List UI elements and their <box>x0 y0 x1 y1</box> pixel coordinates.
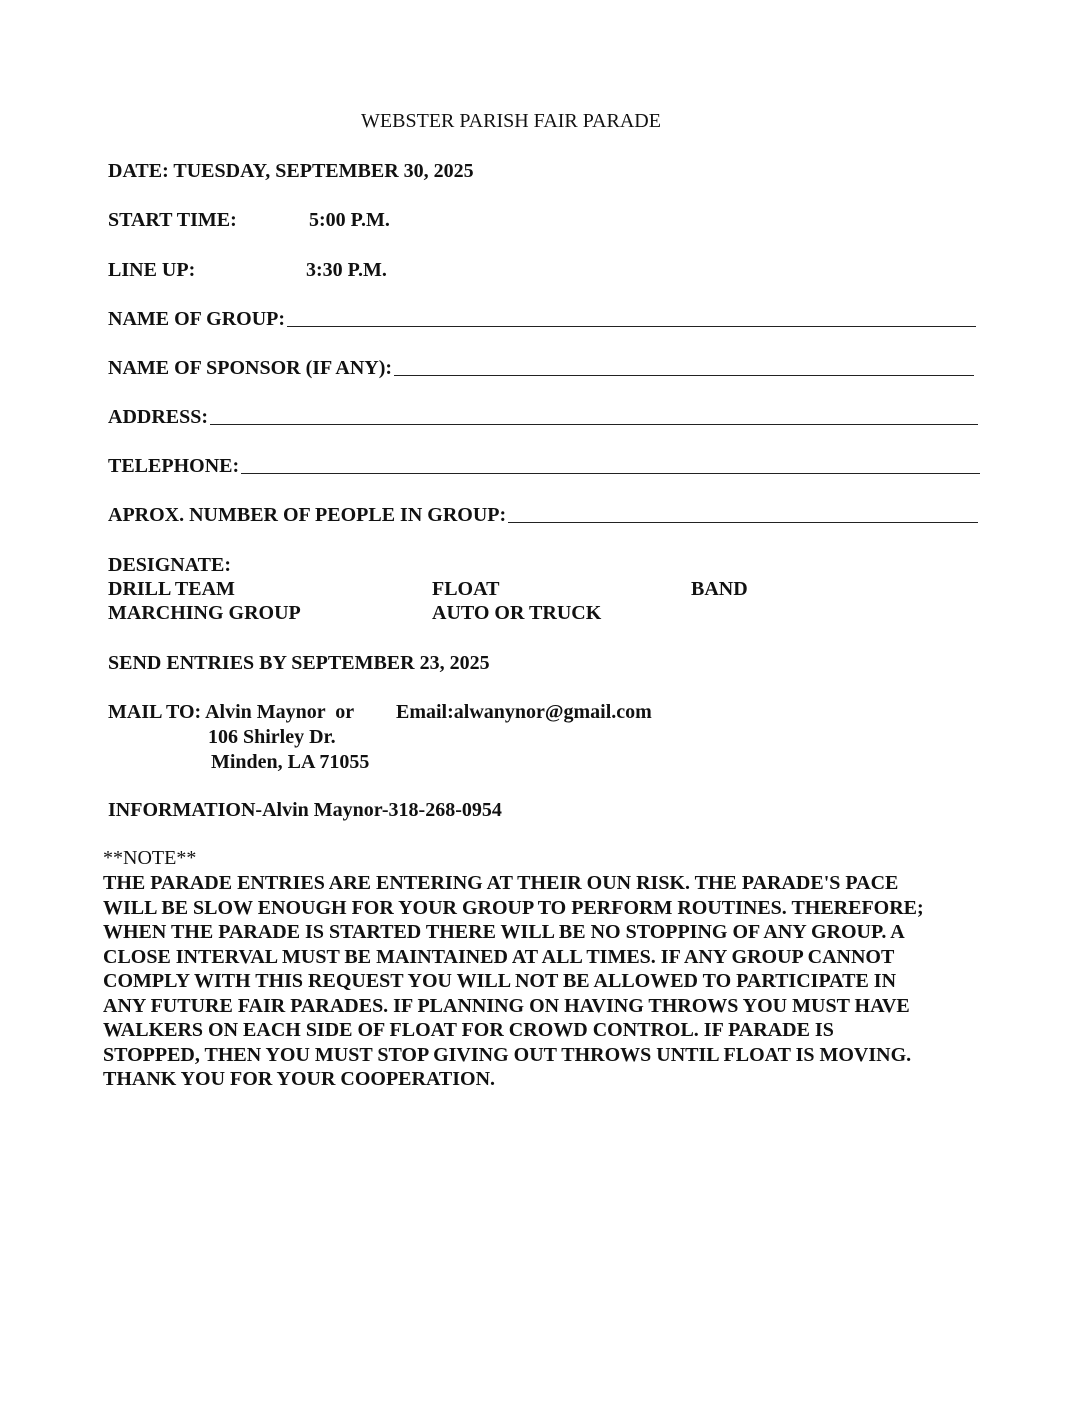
parade-date: DATE: TUESDAY, SEPTEMBER 30, 2025 <box>108 160 474 182</box>
option-marching-group[interactable]: MARCHING GROUP <box>108 602 301 624</box>
note-line: CLOSE INTERVAL MUST BE MAINTAINED AT ALL TIMES. IF ANY GROUP CANNOT <box>103 945 895 968</box>
option-auto-or-truck[interactable]: AUTO OR TRUCK <box>432 602 602 624</box>
mail-street: 106 Shirley Dr. <box>208 726 336 748</box>
option-band[interactable]: BAND <box>691 578 748 600</box>
group-name-field[interactable] <box>108 307 976 331</box>
address-label: ADDRESS: <box>108 406 209 428</box>
start-time-label: START TIME: <box>108 209 237 231</box>
note-body <box>103 871 983 1092</box>
mail-city: Minden, LA 71055 <box>211 751 370 773</box>
note-line: WHEN THE PARADE IS STARTED THERE WILL BE NO STOPPING OF ANY GROUP. A <box>103 921 905 943</box>
line-up-value: 3:30 P.M. <box>306 259 387 281</box>
note-line: ANY FUTURE FAIR PARADES. IF PLANNING ON HAVING THROWS YOU MUST HAVE <box>103 994 910 1017</box>
sponsor-label: NAME OF SPONSOR (IF ANY): <box>108 357 393 379</box>
telephone-field[interactable] <box>108 454 980 478</box>
entry-deadline: SEND ENTRIES BY SEPTEMBER 23, 2025 <box>108 652 490 674</box>
option-drill-team[interactable]: DRILL TEAM <box>108 578 235 600</box>
mail-to-label: MAIL TO: Alvin Maynor or <box>108 701 355 723</box>
people-count-field[interactable] <box>108 503 978 527</box>
people-count-label: APROX. NUMBER OF PEOPLE IN GROUP: <box>108 504 507 526</box>
designate-heading: DESIGNATE: <box>108 554 231 576</box>
note-line: WALKERS ON EACH SIDE OF FLOAT FOR CROWD CONTROL. IF PARADE IS <box>103 1019 834 1041</box>
telephone-blank[interactable] <box>241 473 980 474</box>
people-count-blank[interactable] <box>508 522 978 523</box>
note-line: WILL BE SLOW ENOUGH FOR YOUR GROUP TO PERFORM ROUTINES. THEREFORE; <box>103 896 924 919</box>
note-line: THE PARADE ENTRIES ARE ENTERING AT THEIR OUN RISK. THE PARADE'S PACE <box>103 872 899 894</box>
contact-email: Email:alwanynor@gmail.com <box>396 701 652 723</box>
information-contact: INFORMATION-Alvin Maynor-318-268-0954 <box>108 799 502 821</box>
address-field[interactable] <box>108 405 978 429</box>
start-time-value: 5:00 P.M. <box>309 209 390 231</box>
line-up-label: LINE UP: <box>108 259 196 281</box>
group-name-blank[interactable] <box>287 326 976 327</box>
option-float[interactable]: FLOAT <box>432 578 500 600</box>
address-blank[interactable] <box>210 424 978 425</box>
note-heading: **NOTE** <box>103 847 197 869</box>
form-title: WEBSTER PARISH FAIR PARADE <box>361 110 661 132</box>
group-name-label: NAME OF GROUP: <box>108 308 286 330</box>
sponsor-blank[interactable] <box>394 375 974 376</box>
telephone-label: TELEPHONE: <box>108 455 240 477</box>
note-line: STOPPED, THEN YOU MUST STOP GIVING OUT THROWS UNTIL FLOAT IS MOVING. <box>103 1043 912 1066</box>
note-line: COMPLY WITH THIS REQUEST YOU WILL NOT BE ALLOWED TO PARTICIPATE IN <box>103 970 897 992</box>
sponsor-field[interactable] <box>108 356 974 380</box>
note-line: THANK YOU FOR YOUR COOPERATION. <box>103 1068 496 1090</box>
